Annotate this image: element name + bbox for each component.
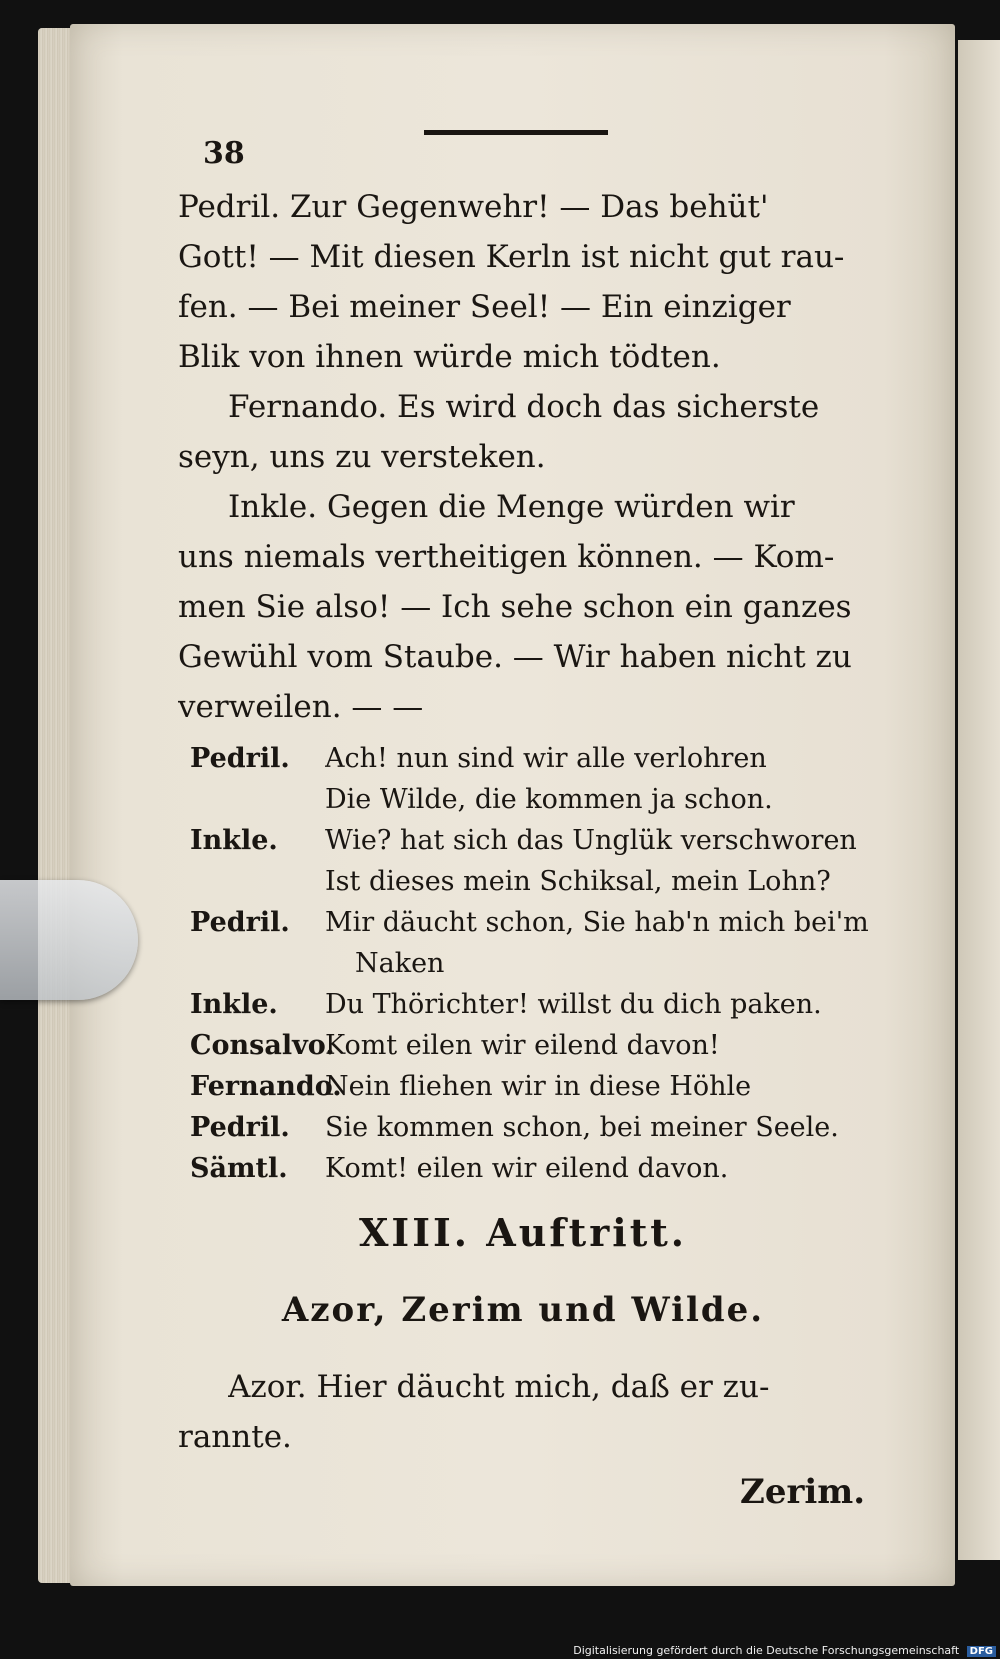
text-line: uns niemals vertheitigen können. — Kom- [178, 539, 835, 575]
verse-text: Mir däucht schon, Sie hab'n mich bei'm [325, 907, 869, 938]
verse-row [190, 1025, 870, 1066]
verse-text: Komt eilen wir eilend davon! [325, 1030, 720, 1061]
speaker: Pedril. [190, 907, 290, 938]
speaker: Inkle. [190, 825, 278, 856]
verse-text: Nein fliehen wir in diese Höhle [325, 1071, 752, 1102]
text-line: Inkle. Gegen die Menge würden wir [228, 489, 795, 525]
verse-row [190, 902, 870, 943]
verse-row [190, 984, 870, 1025]
verse-text: Ist dieses mein Schiksal, mein Lohn? [325, 866, 831, 897]
text-line: fen. — Bei meiner Seel! — Ein einziger [178, 289, 791, 325]
verse-text: Du Thörichter! willst du dich paken. [325, 989, 822, 1020]
text-line: Pedril. Zur Gegenwehr! — Das behüt' [178, 189, 769, 225]
scene-heading: XIII. Auftritt. [358, 1210, 688, 1255]
verse-row [190, 1148, 870, 1189]
paragraph-pedril [178, 182, 868, 382]
verse-row [190, 1107, 870, 1148]
speaker [190, 861, 325, 902]
text-line: men Sie also! — Ich sehe schon ein ganzes [178, 589, 852, 625]
verse-text: Die Wilde, die kommen ja schon. [325, 784, 773, 815]
paragraph-fernando [178, 382, 868, 482]
speaker: Inkle. [190, 989, 278, 1020]
speaker: Pedril. [190, 743, 290, 774]
scene-characters: Azor, Zerim und Wilde. [281, 1290, 765, 1330]
speaker: Sämtl. [190, 1153, 288, 1184]
speaker: Consalvo. [190, 1030, 335, 1061]
verse-row [190, 779, 870, 820]
dfg-logo: DFG [967, 1646, 996, 1657]
text-line: Fernando. Es wird doch das sicherste [228, 389, 820, 425]
speaker [190, 779, 325, 820]
text-line: Azor. Hier däucht mich, daß er zu- [228, 1369, 770, 1405]
verse-row [190, 820, 870, 861]
page-number: 38 [203, 136, 245, 171]
verse-row [190, 738, 870, 779]
verse-block [190, 738, 870, 1189]
text-line: rannte. [178, 1419, 292, 1455]
text-line: Gewühl vom Staube. — Wir haben nicht zu [178, 639, 852, 675]
verse-text: Wie? hat sich das Unglük verschworen [325, 825, 857, 856]
speaker [190, 943, 325, 984]
speaker: Pedril. [190, 1112, 290, 1143]
text-line: seyn, uns zu versteken. [178, 439, 546, 475]
verse-text: Sie kommen schon, bei meiner Seele. [325, 1112, 839, 1143]
verse-row [190, 861, 870, 902]
text-line: verweilen. — — [178, 689, 424, 725]
verse-text: Ach! nun sind wir alle verlohren [325, 743, 767, 774]
catchword: Zerim. [740, 1472, 866, 1512]
verse-text: Naken [355, 948, 445, 979]
verse-row [190, 943, 870, 984]
footer-text: Digitalisierung gefördert durch die Deutsche Forschungsgemeinschaft [573, 1644, 960, 1657]
page-clip [0, 880, 138, 1000]
text-line: Gott! — Mit diesen Kerln ist nicht gut rau- [178, 239, 845, 275]
digitization-footer [573, 1644, 996, 1657]
verse-row [190, 1066, 870, 1107]
paragraph-azor [178, 1362, 868, 1462]
verse-text: Komt! eilen wir eilend davon. [325, 1153, 729, 1184]
header-rule [424, 130, 608, 135]
speaker: Fernando. [190, 1071, 342, 1102]
paragraph-inkle [178, 482, 868, 732]
text-line: Blik von ihnen würde mich tödten. [178, 339, 721, 375]
